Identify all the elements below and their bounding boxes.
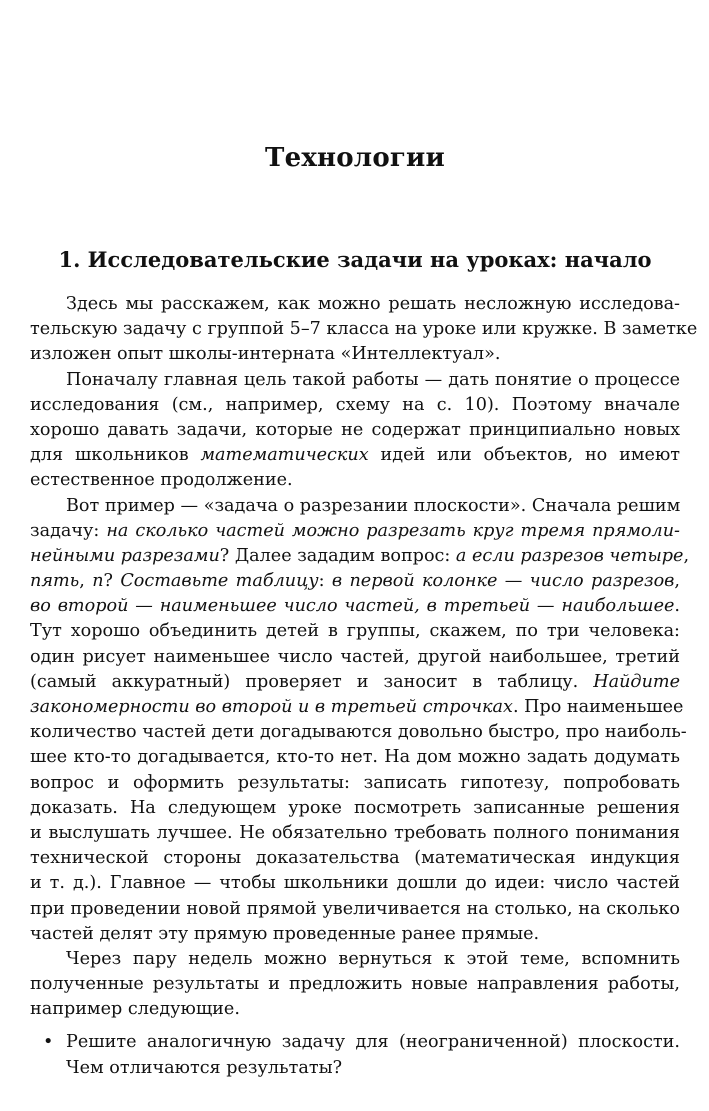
text-line	[30, 468, 680, 493]
text-line	[30, 317, 698, 342]
text-segment: :	[318, 571, 332, 592]
text-line	[30, 796, 680, 821]
italic-text: математических	[200, 445, 369, 466]
text-line	[30, 695, 684, 720]
italic-text: n	[92, 571, 104, 592]
text-segment: для школьников	[30, 445, 201, 466]
text-line	[30, 972, 680, 997]
text-line	[30, 871, 680, 896]
text-segment: и т. д.). Главное — чтобы школьники дошли до идеи: число частей	[30, 873, 680, 894]
text-segment: ,	[79, 571, 93, 592]
text-segment: задачу:	[30, 520, 107, 541]
text-segment: технической стороны доказательства (математическая индукция	[30, 848, 680, 869]
text-segment: ,	[683, 545, 690, 566]
text-line	[30, 897, 680, 922]
text-segment: и выслушать лучшее. Не обязательно требовать полного понимания	[30, 822, 680, 843]
text-segment: доказать. На следующем уроке посмотреть записанные решения	[30, 797, 680, 818]
text-segment: количество частей дети догадываются довольно быстро, про наиболь-	[30, 722, 687, 743]
text-segment: (самый аккуратный) проверяет и заносит в таблицу.	[30, 671, 594, 692]
text-segment: частей делят эту прямую проведенные ранее прямые.	[30, 923, 540, 944]
text-segment: шее кто-то догадывается, кто-то нет. На дом можно задать додумать	[30, 747, 680, 768]
text-segment: .	[674, 596, 680, 617]
text-line	[30, 997, 680, 1022]
text-segment: вопрос и оформить результаты: записать гипотезу, попробовать	[30, 772, 680, 793]
text-segment: ? Далее зададим вопрос:	[219, 545, 456, 566]
text-line	[30, 947, 680, 972]
text-line	[30, 670, 680, 695]
text-segment: ,	[674, 571, 681, 592]
text-line	[30, 771, 680, 796]
list-item-line	[30, 1056, 680, 1081]
text-segment: Чем отличаются результаты?	[66, 1057, 343, 1078]
text-segment: например следующие.	[30, 999, 240, 1020]
text-line	[30, 544, 690, 569]
italic-text: на сколько частей можно разрезать круг тремя прямоли-	[106, 520, 681, 541]
text-line	[30, 368, 680, 393]
list-item	[30, 1030, 680, 1080]
paragraph	[30, 494, 690, 947]
text-line	[30, 594, 680, 619]
bullet-list	[30, 1030, 680, 1080]
text-segment: ?	[103, 571, 121, 592]
italic-text: закономерности во второй и в третьей строчках	[30, 697, 513, 717]
text-segment: один рисует наименьшее число частей, другой наибольшее, третий	[30, 646, 680, 667]
text-line	[30, 342, 680, 367]
text-line	[30, 619, 680, 644]
text-segment: Поначалу главная цель такой работы — дать понятие о процессе	[66, 369, 680, 390]
text-line	[30, 645, 680, 670]
text-line	[30, 519, 680, 544]
text-line	[30, 494, 680, 519]
paragraph	[30, 292, 698, 368]
italic-text: Составьте таблицу	[120, 571, 319, 592]
italic-text: нейными разрезами	[30, 545, 220, 566]
text-line	[30, 846, 680, 871]
text-line	[30, 821, 680, 846]
list-item-line	[30, 1030, 680, 1055]
text-line	[30, 393, 680, 418]
text-segment: изложен опыт школы-интерната «Интеллектуал».	[30, 344, 501, 365]
chapter-title: Технологии	[265, 143, 445, 173]
italic-text: пять	[30, 571, 80, 592]
text-segment: Здесь мы расскажем, как можно решать несложную исследова-	[66, 294, 680, 314]
text-line	[30, 569, 680, 594]
text-segment: естественное продолжение.	[30, 470, 293, 491]
italic-text: а если разрезов четыре	[455, 545, 684, 566]
paragraph	[30, 368, 680, 494]
text-line	[30, 745, 680, 770]
text-segment: тельскую задачу с группой 5–7 класса на уроке или кружке. В заметке	[30, 319, 698, 340]
italic-text: Найдите	[593, 671, 680, 692]
body-text	[30, 292, 698, 1081]
text-segment: при проведении новой прямой увеличивается на столько, на сколько	[30, 898, 680, 919]
text-segment: хорошо давать задачи, которые не содержат принципиально новых	[30, 419, 680, 440]
text-segment: Через пару недель можно вернуться к этой теме, вспомнить	[66, 948, 680, 969]
text-segment: идей или объектов, но имеют	[368, 445, 680, 466]
text-line	[30, 292, 680, 317]
page	[30, 0, 698, 1111]
text-segment: полученные результаты и предложить новые направления работы,	[30, 974, 680, 995]
bullet-icon: •	[43, 1032, 54, 1053]
text-segment: Тут хорошо объединить детей в группы, скажем, по три человека:	[30, 621, 680, 642]
text-line	[30, 922, 680, 947]
text-line	[30, 720, 687, 745]
section-title: 1. Исследовательские задачи на уроках: начало	[58, 247, 652, 272]
italic-text: во второй — наименьшее число частей, в третьей — наибольшее	[30, 596, 675, 617]
text-segment: Решите аналогичную задачу для (неограниченной) плоскости.	[66, 1032, 680, 1053]
paragraph	[30, 947, 680, 1023]
text-segment: . Про наименьшее	[512, 697, 684, 717]
text-segment: Вот пример — «задача о разрезании плоскости». Сначала решим	[66, 495, 681, 516]
text-line	[30, 418, 680, 443]
text-line	[30, 443, 680, 468]
text-segment: исследования (см., например, схему на с. 10). Поэтому вначале	[30, 394, 680, 415]
italic-text: в первой колонке — число разрезов	[331, 571, 675, 592]
